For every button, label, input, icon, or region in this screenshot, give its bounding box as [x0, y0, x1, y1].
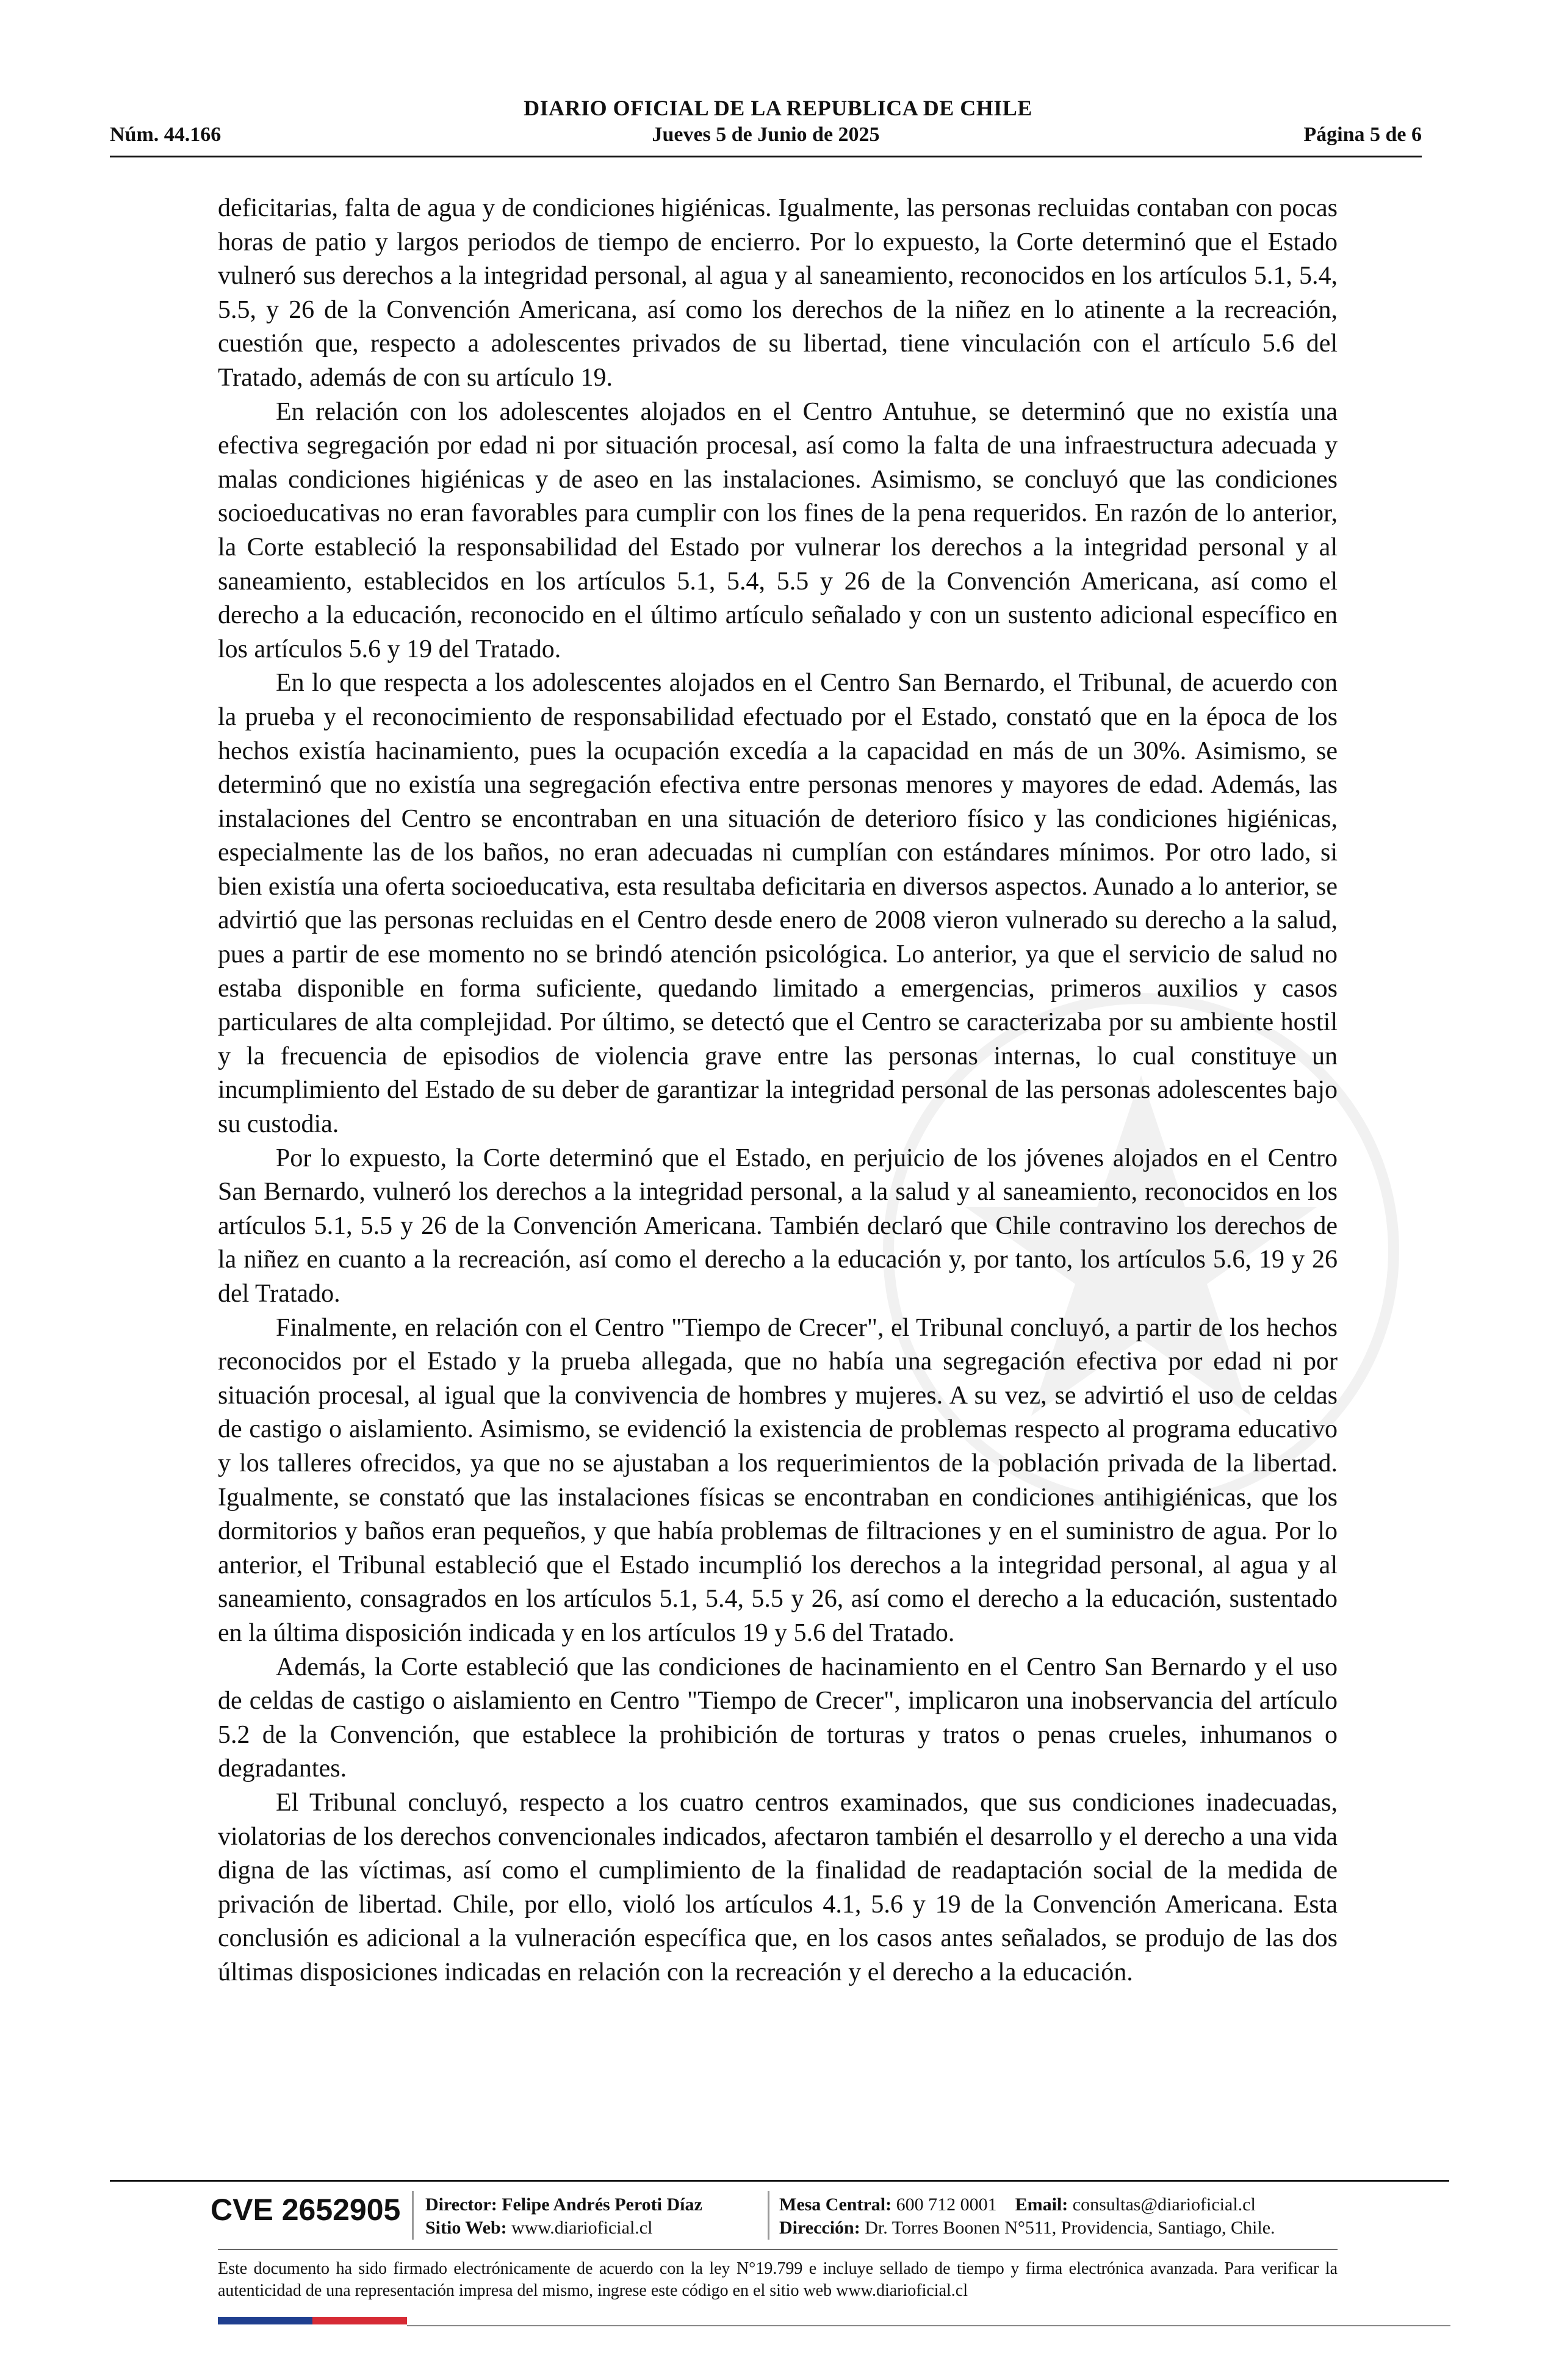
article-body	[218, 192, 1338, 1989]
footer-contact-block	[779, 2193, 1275, 2240]
director-label: Director:	[425, 2194, 497, 2215]
paragraph: En lo que respecta a los adolescentes alojados en el Centro San Bernardo, el Tribunal, de acuerdo con la prueba y el reconocimiento de responsabilidad efectuado por el Estado, constató que en la época de los hechos existía hacinamiento, pues la ocupación excedía a la capacidad en más de un 30%. Asimismo, se determinó que no existía una segregación efectiva entre personas menores y mayores de edad. Además, las instalaciones del Centro se encontraban en una situación de deterioro físico y las condiciones higiénicas, especialmente las de los baños, no eran adecuadas ni cumplían con estándares mínimos. Por otro lado, si bien existía una oferta socioeducativa, esta resultaba deficitaria en diversos aspectos. Aunado a lo anterior, se advirtió que las personas recluidas en el Centro desde enero de 2008 vieron vulnerado su derecho a la salud, pues a partir de ese momento no se brindó atención psicológica. Lo anterior, ya que el servicio de salud no estaba disponible en forma suficiente, quedando limitado a emergencias, primeros auxilios y casos particulares de alta complejidad. Por último, se detectó que el Centro se caracterizaba por su ambiente hostil y la frecuencia de episodios de violencia grave entre las personas internas, lo cual constituye un incumplimiento del Estado de su deber de garantizar la integridad personal de las personas adolescentes bajo su custodia.	[218, 669, 1338, 1139]
email-link[interactable]: consultas@diarioficial.cl	[1072, 2194, 1256, 2215]
flag-blue-segment	[218, 2317, 312, 2324]
header-divider	[110, 156, 1422, 157]
paragraph: Además, la Corte estableció que las condiciones de hacinamiento en el Centro San Bernardo y el uso de celdas de castigo o aislamiento en Centro "Tiempo de Crecer", implicaron una inobservancia del artículo 5.2 de la Convención, que establece la prohibición de torturas y tratos o penas crueles, inhumanos o degradantes.	[218, 1653, 1338, 1783]
address-label: Dirección:	[779, 2218, 860, 2238]
publication-title: DIARIO OFICIAL DE LA REPUBLICA DE CHILE	[524, 96, 1032, 120]
phone-value: 600 712 0001	[896, 2194, 997, 2215]
footer-separator	[768, 2191, 769, 2240]
site-label: Sitio Web:	[425, 2218, 507, 2238]
paragraph: En relación con los adolescentes alojados en el Centro Antuhue, se determinó que no existía una efectiva segregación por edad ni por situación procesal, así como la falta de una infraestructura adecuada y malas condiciones higiénicas y de aseo en las instalaciones. Asimismo, se concluyó que las condiciones socioeducativas no eran favorables para cumplir con los fines de la pena requeridos. En razón de lo anterior, la Corte estableció la responsabilidad del Estado por vulnerar los derechos a la integridad personal y al saneamiento, establecidos en los artículos 5.1, 5.4, 5.5 y 26 de la Convención Americana, así como el derecho a la educación, reconocido en el último artículo señalado y con un sustento adicional específico en los artículos 5.6 y 19 del Tratado.	[218, 397, 1338, 663]
paragraph: deficitarias, falta de agua y de condiciones higiénicas. Igualmente, las personas recluidas contaban con pocas horas de patio y largos periodos de tiempo de encierro. Por lo expuesto, la Corte determinó que el Estado vulneró sus derechos a la integridad personal, al agua y al saneamiento, reconocidos en los artículos 5.1, 5.4, 5.5, y 26 de la Convención Americana, así como los derechos de la niñez en lo atinente a la recreación, cuestión que, respecto a adolescentes privados de su libertad, tiene vinculación con el artículo 5.6 del Tratado, además de con su artículo 19.	[218, 194, 1338, 392]
footer-separator	[412, 2191, 414, 2240]
signature-notice: Este documento ha sido firmado electrónicamente de acuerdo con la ley N°19.799 e incluye sellado de tiempo y firma electrónica avanzada. Para verificar la autenticidad de una representación impresa del mismo, ingrese este código en el sitio web www.diarioficial.cl	[218, 2259, 1338, 2300]
email-label: Email:	[1015, 2194, 1068, 2215]
paragraph: Finalmente, en relación con el Centro "Tiempo de Crecer", el Tribunal concluyó, a partir de los hechos reconocidos por el Estado y la prueba allegada, que no había una segregación efectiva por edad ni por situación procesal, al igual que la convivencia de hombres y mujeres. A su vez, se advirtió el uso de celdas de castigo o aislamiento. Asimismo, se evidenció la existencia de problemas respecto al programa educativo y los talleres ofrecidos, ya que no se ajustaban a los requerimientos de la población privada de la libertad. Igualmente, se constató que las instalaciones físicas se encontraban en condiciones antihigiénicas, que los dormitorios y baños eran pequeños, y que había problemas de filtraciones y en el suministro de agua. Por lo anterior, el Tribunal estableció que el Estado incumplió los derechos a la integridad personal, al agua y al saneamiento, consagrados en los artículos 5.1, 5.4, 5.5 y 26, así como el derecho a la educación, sustentado en la última disposición indicada y en los artículos 19 y 5.6 del Tratado.	[218, 1313, 1338, 1647]
issue-date: Jueves 5 de Junio de 2025	[652, 123, 880, 146]
director-name: Felipe Andrés Peroti Díaz	[502, 2194, 702, 2215]
page-indicator: Página 5 de 6	[1303, 123, 1422, 146]
footer-inner-divider	[218, 2249, 1338, 2250]
issue-number: Núm. 44.166	[110, 123, 222, 146]
address-value: Dr. Torres Boonen N°511, Providencia, Santiago, Chile.	[865, 2218, 1275, 2238]
footer-director-block	[425, 2193, 702, 2240]
cve-code: CVE 2652905	[211, 2193, 401, 2227]
paragraph: Por lo expuesto, la Corte determinó que el Estado, en perjuicio de los jóvenes alojados en el Centro San Bernardo, vulneró los derechos a la integridad personal, a la salud y al saneamiento, reconocidos en los artículos 5.1, 5.5 y 26 de la Convención Americana. También declaró que Chile contravino los derechos de la niñez en cuanto a la recreación, así como el derecho a la educación y, por tanto, los artículos 5.6, 19 y 26 del Tratado.	[218, 1144, 1338, 1308]
site-link[interactable]: www.diarioficial.cl	[511, 2218, 653, 2238]
phone-label: Mesa Central:	[779, 2194, 892, 2215]
flag-red-segment	[312, 2317, 407, 2324]
header-row	[110, 123, 1422, 150]
footer-divider	[110, 2180, 1449, 2182]
footer-bottom-rule	[407, 2325, 1450, 2326]
flag-stripe	[218, 2317, 407, 2324]
paragraph: El Tribunal concluyó, respecto a los cuatro centros examinados, que sus condiciones inadecuadas, violatorias de los derechos convencionales indicados, afectaron también el desarrollo y el derecho a una vida digna de las víctimas, así como el cumplimiento de la finalidad de readaptación social de la medida de privación de libertad. Chile, por ello, violó los artículos 4.1, 5.6 y 19 de la Convención Americana. Esta conclusión es adicional a la vulneración específica que, en los casos antes señalados, se produjo de las dos últimas disposiciones indicadas en relación con la recreación y el derecho a la educación.	[218, 1788, 1338, 1986]
